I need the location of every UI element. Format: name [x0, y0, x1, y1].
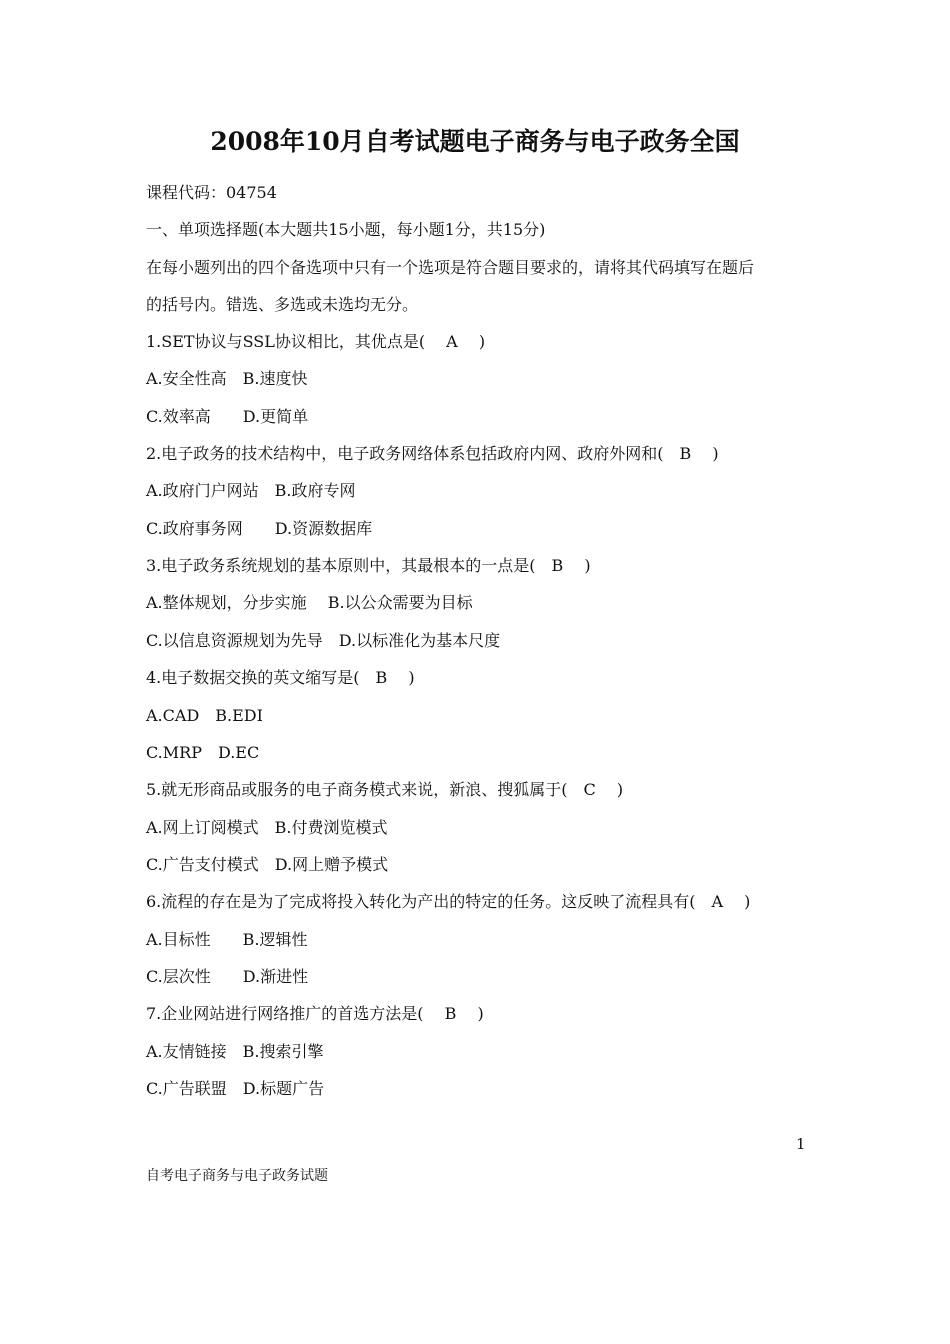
question-options-cd: C.广告支付模式 D.网上赠予模式 [146, 855, 389, 874]
question-options-ab: A.网上订阅模式 B.付费浏览模式 [146, 818, 388, 837]
page-title: 2008年10月自考试题电子商务与电子政务全国 [210, 127, 740, 156]
question-options-ab: A.政府门户网站 B.政府专网 [146, 481, 356, 500]
question-options-cd: C.以信息资源规划为先导 D.以标准化为基本尺度 [146, 631, 501, 650]
section-heading: 一、单项选择题(本大题共15小题，每小题1分，共15分) [146, 220, 546, 239]
question-options-ab: A.目标性 B.逻辑性 [146, 930, 308, 949]
question-options-cd: C.政府事务网 D.资源数据库 [146, 519, 373, 538]
page-number: 1 [796, 1135, 806, 1153]
course-code: 课程代码：04754 [146, 183, 277, 202]
question-options-cd: C.效率高 D.更简单 [146, 407, 309, 426]
question-options-ab: A.CAD B.EDI [146, 706, 263, 725]
question-options-ab: A.整体规划，分步实施 B.以公众需要为目标 [146, 593, 473, 612]
question-stem: 6.流程的存在是为了完成将投入转化为产出的特定的任务。这反映了流程具有( A ) [146, 892, 751, 911]
question-options-cd: C.广告联盟 D.标题广告 [146, 1079, 325, 1098]
question-stem: 3.电子政务系统规划的基本原则中，其最根本的一点是( B ) [146, 556, 591, 575]
question-stem: 4.电子数据交换的英文缩写是( B ) [146, 668, 415, 687]
question-stem: 1.SET协议与SSL协议相比，其优点是( A ) [146, 332, 486, 351]
question-stem: 5.就无形商品或服务的电子商务模式来说，新浪、搜狐属于( C ) [146, 780, 624, 799]
question-options-cd: C.MRP D.EC [146, 743, 260, 762]
instruction-line-2: 的括号内。错选、多选或未选均无分。 [146, 295, 419, 314]
instruction-line-1: 在每小题列出的四个备选项中只有一个选项是符合题目要求的，请将其代码填写在题后 [146, 258, 755, 277]
question-options-ab: A.友情链接 B.搜索引擎 [146, 1042, 324, 1061]
question-options-ab: A.安全性高 B.速度快 [146, 369, 308, 388]
page-footer: 自考电子商务与电子政务试题 [146, 1168, 328, 1184]
question-stem: 2.电子政务的技术结构中，电子政务网络体系包括政府内网、政府外网和( B ) [146, 444, 719, 463]
question-options-cd: C.层次性 D.渐进性 [146, 967, 309, 986]
question-stem: 7.企业网站进行网络推广的首选方法是( B ) [146, 1004, 484, 1023]
